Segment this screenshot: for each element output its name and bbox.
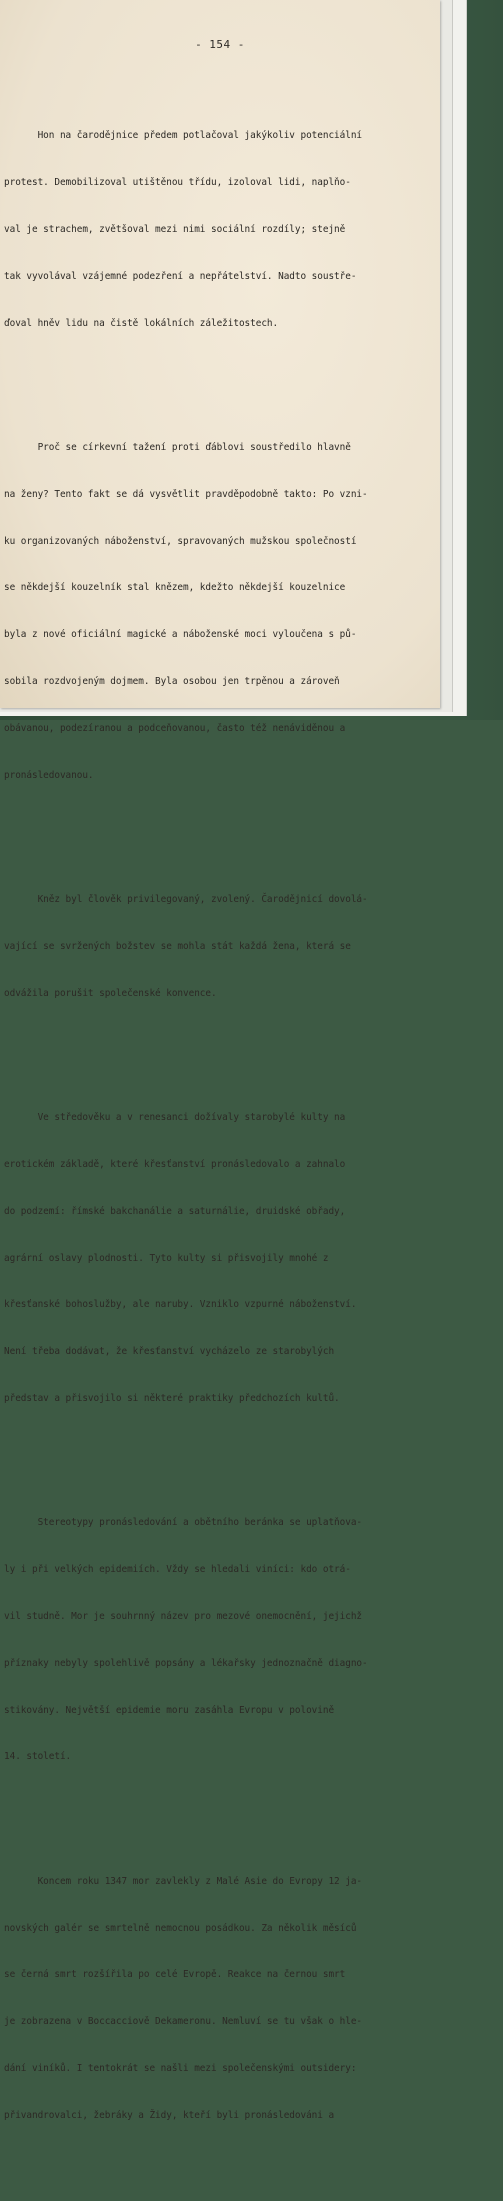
text-line: byla z nové oficiální magické a náboženské moci vyloučena s pů- xyxy=(4,629,357,641)
text-line: obávanou, podezíranou a podceňovanou, často též nenáviděnou a xyxy=(4,722,346,734)
text-line: Koncem roku 1347 mor zavlekly z Malé Asie do Evropy 12 ja- xyxy=(4,1875,363,1887)
text-line: na ženy? Tento fakt se dá vysvětlit pravděpodobně takto: Po vzni- xyxy=(4,488,368,500)
text-line: pronásledovanou. xyxy=(4,769,94,781)
text-line: val je strachem, zvětšoval mezi nimi sociální rozdíly; stejně xyxy=(4,223,346,235)
text-line: vil studně. Mor je souhrnný název pro mezové onemocnění, jejichž xyxy=(4,1610,363,1622)
text-line: přivandrovalci, žebráky a Židy, kteří byli pronásledováni a xyxy=(4,2109,335,2121)
text-line: se černá smrt rozšířila po celé Evropě. Reakce na černou smrt xyxy=(4,1969,346,1981)
paragraph xyxy=(4,97,436,362)
text-line: je zobrazena v Boccacciově Dekameronu. Nemluví se tu však o hle- xyxy=(4,2016,363,2028)
text-line: se někdejší kouzelník stal knězem, kdežto někdejší kouzelnice xyxy=(4,582,346,594)
text-line: dání viníků. I tentokrát se našli mezi společenskými outsidery: xyxy=(4,2062,357,2074)
page-number: - 154 - xyxy=(195,38,245,51)
text-line: ďoval hněv lidu na čistě lokálních záležitostech. xyxy=(4,317,279,329)
text-line: Ve středověku a v renesanci dožívaly starobylé kulty na xyxy=(4,1112,346,1124)
text-line: představ a přisvojilo si některé praktiky předchozích kultů. xyxy=(4,1392,340,1404)
text-line: novských galér se smrtelně nemocnou posádkou. Za několik měsíců xyxy=(4,1922,357,1934)
text-line: Není třeba dodávat, že křesťanství vycházelo ze starobylých xyxy=(4,1346,335,1358)
paragraph xyxy=(4,1484,436,1796)
text-line: protest. Demobilizoval utištěnou třídu, izoloval lidi, naplňo- xyxy=(4,177,351,189)
text-line: vající se svržených božstev se mohla stát každá žena, která se xyxy=(4,940,351,952)
text-line: 14. století. xyxy=(4,1751,72,1763)
text-line: Proč se církevní tažení proti ďáblovi soustředilo hlavně xyxy=(4,442,351,454)
text-line: stikovány. Největší epidemie moru zasáhla Evropu v polovině xyxy=(4,1704,335,1716)
paragraph xyxy=(4,1079,436,1438)
paragraph xyxy=(4,861,436,1033)
paragraph xyxy=(4,409,436,814)
body-text xyxy=(4,66,436,2201)
text-line: ly i při velkých epidemiích. Vždy se hledali viníci: kdo otrá- xyxy=(4,1564,351,1576)
text-line: Stereotypy pronásledování a obětního beránka se uplatňova- xyxy=(4,1517,363,1529)
text-line: Hon na čarodějnice předem potlačoval jakýkoliv potenciální xyxy=(4,130,363,142)
paragraph xyxy=(4,1843,436,2155)
text-line: příznaky nebyly spolehlivě popsány a lékařsky jednoznačně diagno- xyxy=(4,1657,368,1669)
text-line: Kněz byl člověk privilegovaný, zvolený. Čarodějnicí dovolá- xyxy=(4,894,368,906)
text-line: křesťanské bohoslužby, ale naruby. Vzniklo vzpurné náboženství. xyxy=(4,1299,357,1311)
text-line: odvážila porušit společenské konvence. xyxy=(4,987,217,999)
text-line: ku organizovaných náboženství, spravovaných mužskou společností xyxy=(4,535,357,547)
text-line: sobila rozdvojeným dojmem. Byla osobou jen trpěnou a zároveň xyxy=(4,675,340,687)
text-line: agrární oslavy plodnosti. Tyto kulty si přisvojily mnohé z xyxy=(4,1252,329,1264)
text-line: do podzemí: římské bakchanálie a saturnálie, druidské obřady, xyxy=(4,1205,346,1217)
text-line: erotickém základě, které křesťanství pronásledovalo a zahnalo xyxy=(4,1158,346,1170)
text-line: tak vyvolával vzájemné podezření a nepřátelství. Nadto soustře- xyxy=(4,270,357,282)
